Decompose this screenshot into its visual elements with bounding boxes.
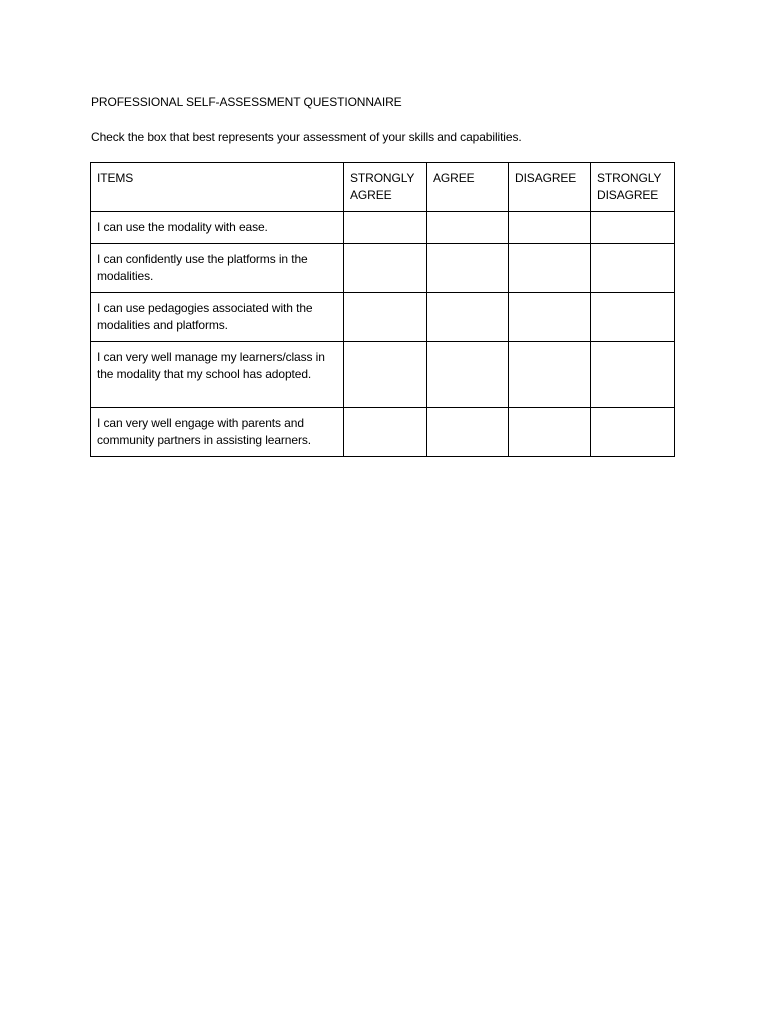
strongly-agree-checkbox-cell[interactable] xyxy=(344,342,427,408)
item-text: I can use pedagogies associated with the modalities and platforms. xyxy=(91,293,344,342)
header-agree: AGREE xyxy=(427,163,509,212)
disagree-checkbox-cell[interactable] xyxy=(509,212,591,244)
disagree-checkbox-cell[interactable] xyxy=(509,342,591,408)
agree-checkbox-cell[interactable] xyxy=(427,293,509,342)
agree-checkbox-cell[interactable] xyxy=(427,212,509,244)
agree-checkbox-cell[interactable] xyxy=(427,244,509,293)
strongly-disagree-checkbox-cell[interactable] xyxy=(591,342,675,408)
agree-checkbox-cell[interactable] xyxy=(427,342,509,408)
disagree-checkbox-cell[interactable] xyxy=(509,244,591,293)
strongly-agree-checkbox-cell[interactable] xyxy=(344,408,427,457)
agree-checkbox-cell[interactable] xyxy=(427,408,509,457)
disagree-checkbox-cell[interactable] xyxy=(509,293,591,342)
item-text: I can use the modality with ease. xyxy=(91,212,344,244)
strongly-agree-checkbox-cell[interactable] xyxy=(344,212,427,244)
item-text: I can confidently use the platforms in the modalities. xyxy=(91,244,344,293)
strongly-disagree-checkbox-cell[interactable] xyxy=(591,212,675,244)
table-row xyxy=(91,244,675,293)
disagree-checkbox-cell[interactable] xyxy=(509,408,591,457)
strongly-agree-checkbox-cell[interactable] xyxy=(344,244,427,293)
strongly-disagree-checkbox-cell[interactable] xyxy=(591,408,675,457)
header-disagree: DISAGREE xyxy=(509,163,591,212)
table-row xyxy=(91,212,675,244)
strongly-agree-checkbox-cell[interactable] xyxy=(344,293,427,342)
item-text: I can very well engage with parents and community partners in assisting learners. xyxy=(91,408,344,457)
strongly-disagree-checkbox-cell[interactable] xyxy=(591,293,675,342)
instructions-text: Check the box that best represents your assessment of your skills and capabilities. xyxy=(91,130,522,144)
table-row xyxy=(91,293,675,342)
self-assessment-table xyxy=(90,162,675,457)
item-text: I can very well manage my learners/class in the modality that my school has adopted. xyxy=(91,342,344,408)
table-row xyxy=(91,408,675,457)
header-items: ITEMS xyxy=(91,163,344,212)
document-title: PROFESSIONAL SELF-ASSESSMENT QUESTIONNAIRE xyxy=(91,95,402,109)
header-strongly-disagree: STRONGLY DISAGREE xyxy=(591,163,675,212)
header-row xyxy=(91,163,675,212)
header-strongly-agree: STRONGLY AGREE xyxy=(344,163,427,212)
table-row xyxy=(91,342,675,408)
strongly-disagree-checkbox-cell[interactable] xyxy=(591,244,675,293)
